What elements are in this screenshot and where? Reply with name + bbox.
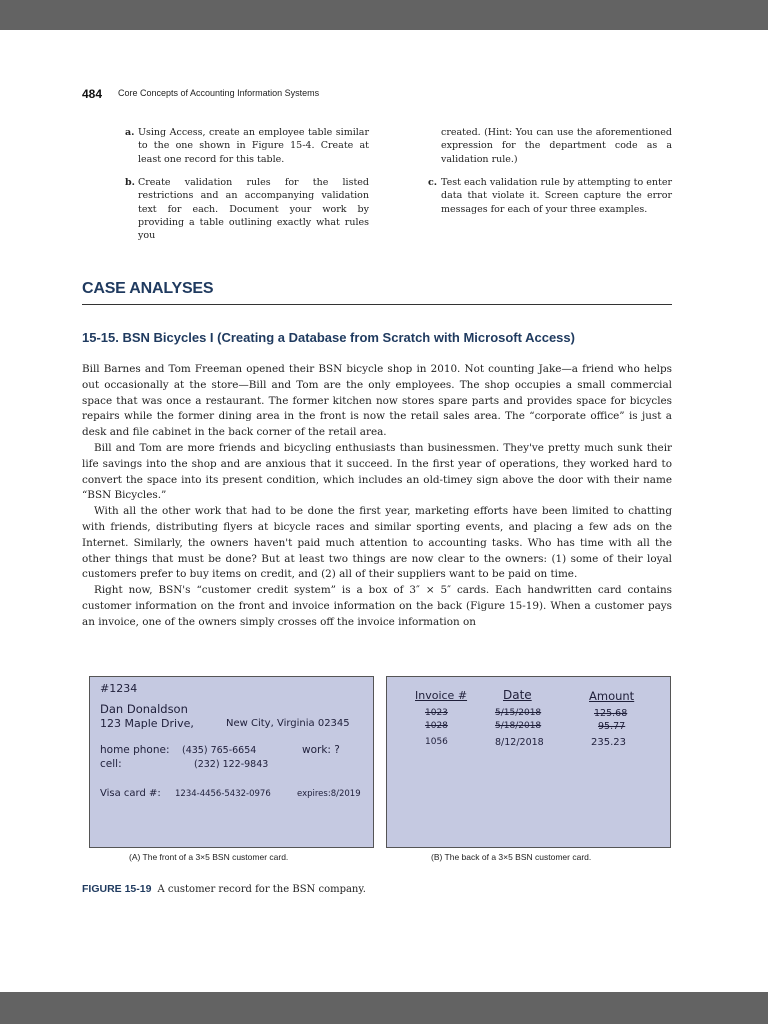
invoice-amount-open: 235.23 (591, 737, 626, 748)
home-phone: (435) 765-6654 (182, 745, 257, 756)
paragraph: With all the other work that had to be done the first year, marketing efforts have been limited to chatting with friends, distributing flyers at bicycle races and similar sporting events, and placing a few ads on the Internet. Similarly, the owners haven't paid much attention to accounting tasks. Who has time with all the other things that must be done? But at least two things are now clear to the owners: (1) some of their loyal customers prefer to buy items on credit, and (2) all of their suppliers want to be paid on time. (82, 505, 672, 581)
invoice-date-paid: 5/18/2018 (495, 721, 542, 731)
visa-number: 1234-4456-5432-0976 (175, 789, 271, 799)
exercise-letter: b. (125, 177, 135, 188)
invoice-amount-paid: 95.77 (598, 721, 626, 732)
date-header: Date (503, 688, 532, 702)
card-front-caption: (A) The front of a 3×5 BSN customer card. (129, 852, 289, 862)
running-header-title: Core Concepts of Accounting Information Systems (118, 88, 320, 98)
invoice-number-paid: 1028 (425, 721, 448, 731)
customer-street: 123 Maple Drive, (100, 717, 194, 730)
invoice-amount-paid: 125.68 (594, 708, 628, 719)
visa-label: Visa card #: (100, 788, 161, 799)
exercise-letter: c. (428, 177, 438, 188)
cell-phone: (232) 122-9843 (194, 759, 269, 770)
amount-header: Amount (589, 689, 635, 703)
case-body (82, 362, 672, 631)
customer-name: Dan Donaldson (100, 702, 188, 716)
exercise-letter: a. (125, 127, 135, 138)
invoice-date-open: 8/12/2018 (495, 737, 544, 748)
figure-label: FIGURE 15-19 (82, 883, 152, 895)
exercise-text-continued: created. (Hint: You can use the aforementioned expression for the department code as a validation rule.) (441, 127, 672, 165)
exercise-item-b (125, 176, 369, 242)
customer-card-front (89, 676, 374, 848)
cell-phone-label: cell: (100, 758, 122, 770)
paragraph: Bill and Tom are more friends and bicycling enthusiasts than businessmen. They've pretty much sunk their life savings into the shop and are anxious that it succeed. In the first year of operations, they worked hard to convert the space into its present condition, which includes an old-timey sign above the door with their name “BSN Bicycles.” (82, 441, 672, 502)
invoice-number-open: 1056 (425, 737, 448, 747)
invoice-date-paid: 5/15/2018 (495, 708, 542, 718)
exercise-item-c (428, 176, 672, 216)
invoice-header: Invoice # (415, 689, 468, 702)
exercise-text: Create validation rules for the listed restrictions and an accompanying validation text for each. Document your work by providing a table outlining exactly what rules you (138, 177, 369, 242)
problem-title: 15-15. BSN Bicycles I (Creating a Database from Scratch with Microsoft Access) (82, 330, 575, 345)
card-back-caption: (B) The back of a 3×5 BSN customer card. (431, 852, 592, 862)
page-number: 484 (82, 87, 103, 101)
section-heading: CASE ANALYSES (82, 280, 214, 297)
card-expiry: expires:8/2019 (297, 789, 361, 799)
figure-caption (82, 877, 366, 896)
exercise-item-a (125, 126, 369, 166)
work-phone-label: work: ? (302, 744, 340, 756)
paragraph: Bill Barnes and Tom Freeman opened their BSN bicycle shop in 2010. Not counting Jake—a friend who helps out occasionally at the store—Bill and Tom are the only employees. The shop occupies a small commercial space that was once a restaurant. The former kitchen now stores spare parts and provides space for bicycles repairs while the former dining area in the front is now the retail sales area. The “corporate office” is just a desk and file cabinet in the back corner of the retail area. (82, 363, 672, 439)
customer-number: #1234 (100, 682, 138, 695)
exercise-text: Test each validation rule by attempting to enter data that violate it. Screen capture the error messages for each of your three examples. (441, 177, 672, 215)
invoice-number-paid: 1023 (425, 708, 448, 718)
paragraph: Right now, BSN's “customer credit system” is a box of 3″ × 5″ cards. Each handwritten card contains customer information on the front and invoice information on the back (Figure 15-19). When a customer pays an invoice, one of the owners simply crosses off the invoice information on (82, 584, 672, 628)
customer-card-back (386, 676, 671, 848)
section-divider (82, 304, 672, 305)
customer-city: New City, Virginia 02345 (226, 718, 350, 729)
textbook-page (0, 30, 768, 992)
exercise-item-b-continued (441, 126, 672, 166)
home-phone-label: home phone: (100, 744, 170, 756)
figure-caption-text: A customer record for the BSN company. (157, 884, 366, 895)
exercise-text: Using Access, create an employee table similar to the one shown in Figure 15-4. Create at least one record for this table. (138, 127, 369, 165)
